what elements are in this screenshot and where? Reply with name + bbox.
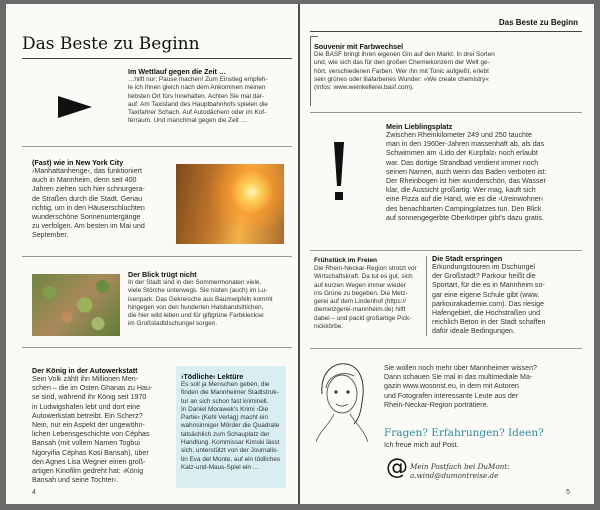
text-line: seinen Namen, auch wenn das Baden verboten ist: <box>386 167 547 176</box>
text-line: richtig, um in den Häuserschluchten <box>32 203 145 212</box>
koenig-section <box>32 366 170 485</box>
text-line: tatsächlich zum Schauplatz der <box>181 430 270 438</box>
text-line: Autowerkstatt betreibt. Ein Scherz? <box>32 411 143 420</box>
lieblingsplatz-text <box>386 131 584 223</box>
text-line: Bansah und seine Tochter‹. <box>32 476 119 485</box>
left-page <box>6 4 298 504</box>
text-line: liebsten Ort fürs Innehalten. Achten Sie mal dar- <box>128 92 265 100</box>
text-line: de Straßen durch die Stadt. Genau <box>32 194 143 203</box>
text-line: hingegen von den hunderten Halsbandsittichen, <box>128 303 264 311</box>
text-line: schen – die im Osten Ghanas zu Hau- <box>32 384 153 393</box>
postfach-block <box>410 462 510 480</box>
text-line: In Daniel Morawek's Krimi ›Die <box>181 405 269 413</box>
text-line: Bansah (mit vollem Namen Togbui <box>32 439 140 448</box>
text-line: Sein Volk zählt ihn Millionen Men- <box>32 375 139 383</box>
text-line: Partie‹ (Kehl Verlag) macht ein <box>181 414 269 422</box>
page-number: 4 <box>32 489 36 496</box>
lektuere-box <box>176 366 286 488</box>
text-line: tur an sich schon fast kriminell. <box>181 397 269 405</box>
fragen-heading: Fragen? Erfahrungen? Ideen? <box>384 427 544 439</box>
text-line: gerei auf dem Lindenhof (https:// <box>314 298 407 306</box>
text-line: auf sonnengegerbte Oberkörper gibt's dazu gratis. <box>386 213 544 222</box>
text-line: auf kurzen Wegen immer wieder <box>314 281 406 289</box>
text-line: Sportart, für die es in Mannheim so- <box>432 281 545 290</box>
text-line: zu verfolgen. Am besten im Mai und <box>32 222 145 231</box>
text-line: se sind, während ihr König seit 1970 <box>32 393 147 402</box>
lieblingsplatz-heading: Mein Lieblingsplatz <box>386 122 453 131</box>
text-line: Die BASF bringt ihren eigenen Gin auf den Markt. In drei Sorten <box>314 51 495 58</box>
text-line: Es soll ja Menschen geben, die <box>181 381 270 388</box>
text-line: Die Rhein-Neckar-Region strotzt vor <box>314 265 417 272</box>
text-line: und Fotografen interessante Leute aus der <box>384 391 519 400</box>
text-line: nickkörbe. <box>314 323 344 331</box>
treetops-photo <box>32 274 120 336</box>
text-line: Handlung. Kommissar Kimski lässt <box>181 439 280 447</box>
text-line: gazin www.wosonst.eu, in dem mit Autoren <box>384 382 519 391</box>
text-line: lichen Lebensgeschichte von Céphas <box>32 430 150 439</box>
text-line: le ich Ihnen gleich nach dem Ankommen meinen <box>128 84 266 92</box>
souvenir-heading: Souvenir mit Farbwechsel <box>314 42 404 51</box>
author-portrait-sketch <box>312 358 370 442</box>
email-link[interactable]: a.wind@dumontreise.de <box>410 471 499 480</box>
text-line: isenpark. Das Gekreische aus Baumwipfeln kommt <box>128 295 273 303</box>
divider <box>22 347 292 348</box>
koenig-heading: Der König in der Autowerkstatt <box>32 366 138 375</box>
text-line: Taxifahrer Schach. Auf Autodächern oder im Kof- <box>128 109 267 117</box>
text-line: finden die Mannheimer Stadtstruk- <box>181 389 279 397</box>
text-line: In der Stadt sind in den Sommermonaten viele, <box>128 279 262 286</box>
lektuere-text <box>181 381 281 472</box>
divider <box>310 250 582 251</box>
divider <box>310 348 582 349</box>
mannheimer-text <box>384 364 584 410</box>
text-line: diemetzgerei-mannheim.de) hilft <box>314 306 406 314</box>
text-line: der Großstadt? Parkour heißt die <box>432 272 536 281</box>
text-line: September. <box>32 231 69 240</box>
divider <box>22 146 292 147</box>
text-line: Katz-und-Maus-Spiel ein … <box>181 463 260 471</box>
mannheimer-section <box>384 364 584 410</box>
lieblingsplatz-section <box>386 122 584 223</box>
text-line: tin Eva del Monte, auf ein tödliches <box>181 455 281 463</box>
text-line: Dann schauen Sie mal in das multimediale Ma- <box>384 373 533 382</box>
text-line: ›Manhattanhenge‹, das funktioniert <box>32 167 143 175</box>
text-line: eine Pizza auf die Hand, wie es die ›Ureinwohner‹ <box>386 195 544 204</box>
text-line: den Agnes Lisa Wegner einen groß- <box>32 457 146 466</box>
text-line: des benachbarten Campingplatzes tun. Den Blick <box>386 204 542 213</box>
text-line: Hafengebiet, die Hochstraßen und <box>432 309 541 318</box>
text-line: ins Grüne zu begeben. Die Metz- <box>314 289 408 297</box>
page-number: 5 <box>566 489 570 496</box>
at-sign-icon: @ <box>386 455 408 480</box>
text-line: parkourakademie.com). Das riesige <box>432 299 544 308</box>
head-rule <box>310 31 582 32</box>
blick-text <box>128 279 288 329</box>
erspringen-section <box>432 254 584 337</box>
text-line: Nein, nur ein Aspekt der ungewöhn- <box>32 421 145 430</box>
text-line: und, wie sich das für den großen Chemiekonzern der Welt ge- <box>314 59 490 67</box>
column-divider <box>426 256 427 336</box>
text-line: auf: Am Taxistand des Hauptbahnhofs spielen die <box>128 100 268 108</box>
exclamation-icon <box>333 142 345 204</box>
erspringen-heading: Die Stadt erspringen <box>432 254 503 263</box>
right-page <box>300 4 594 504</box>
post-text: Ich freue mich auf Post. <box>384 441 459 449</box>
running-head: Das Beste zu Beginn <box>498 18 578 27</box>
koenig-text <box>32 375 170 485</box>
text-line: (Infos: www.weinkellerei.basf.com). <box>314 84 414 92</box>
text-line: die hier wild leben und für giftgrüne Farbkleckse <box>128 312 264 320</box>
text-line: viele Störche unterwegs. Sie nisten (auch) im Lu- <box>128 287 268 295</box>
blick-heading: Der Blick trügt nicht <box>128 270 197 279</box>
text-line: im Großstadtdschungel sorgen. <box>128 320 218 328</box>
text-line: Wirtschaftskraft. Da tut es gut, sich <box>314 273 413 281</box>
text-line: dafür ideale Bedingungen. <box>432 327 515 336</box>
text-line: sein grünes oder lilafarbenes Wunder: »We create chemistry« <box>314 75 489 83</box>
text-line: Erkundungstouren im Dschungel <box>432 263 535 271</box>
fruehstueck-heading: Frühstück im Freien <box>314 257 378 264</box>
title-rule <box>22 58 292 59</box>
newyork-section <box>32 158 172 241</box>
text-line: wahnsinniger Mörder die Quadrate <box>181 422 280 430</box>
souvenir-text <box>314 51 582 92</box>
text-line: Der Rheinbogen ist hier wunderschön, das Wasser <box>386 177 546 186</box>
play-triangle-icon <box>58 96 92 118</box>
fruehstueck-text <box>314 265 422 331</box>
newyork-heading: (Fast) wie in New York City <box>32 158 124 167</box>
text-line: wunderschöne Sonnenuntergänge <box>32 213 141 222</box>
text-line: klar, die Aussicht großartig. Wer mag, kauft sich <box>386 186 536 195</box>
text-line: artigen Kinofilm gedreht hat: ›König <box>32 467 144 476</box>
page-title: Das Beste zu Beginn <box>22 34 200 54</box>
text-line: in Ludwigshafen lebt und dort eine <box>32 402 141 411</box>
text-line: Sie wollen noch mehr über Mannheimer wissen? <box>384 364 537 372</box>
wettlauf-text <box>128 76 292 126</box>
text-line: war. Das dortige Strandbad verdient immer noch <box>386 158 539 167</box>
text-line: Zwischen Rheinkilometer 249 und 250 tauchte <box>386 131 532 139</box>
lektuere-heading: ›Tödliche‹ Lektüre <box>181 372 244 381</box>
text-line: hört, verschiedenen Farben. Wer ihn mit Tonic aufgießt, erlebt <box>314 67 489 75</box>
postfach-label: Mein Postfach bei DuMont: <box>410 462 510 471</box>
text-line: Schwimmen am ›Lido der Kurpfalz‹ noch erlaubt <box>386 149 538 158</box>
text-line: dabei – und packt großartige Pick- <box>314 314 412 322</box>
text-line: sich, unterstützt von der Journalis- <box>181 447 279 455</box>
text-line: Rhein-Neckar-Region porträtiere. <box>384 400 489 409</box>
text-line: auch in Mannheim, denn seit 400 <box>32 176 137 185</box>
divider <box>310 112 582 113</box>
divider <box>22 256 292 257</box>
text-line: Ngoryifia Céphas Kosi Bansah), über <box>32 448 149 457</box>
erspringen-text <box>432 263 584 337</box>
text-line: man in den 1960er-Jahren massenhaft ab, als das <box>386 140 545 149</box>
sunset-street-photo <box>176 164 284 244</box>
text-line: gar eine eigene Schule gibt (www. <box>432 290 540 299</box>
text-line: Jahren ziehen sich hier schnurgera- <box>32 185 145 194</box>
text-line: ferraum. Und manchmal gegen die Zeit … <box>128 117 247 125</box>
souvenir-section <box>314 42 582 92</box>
wettlauf-heading: Im Wettlauf gegen die Zeit … <box>128 67 227 76</box>
wettlauf-section <box>128 67 292 126</box>
text-line: …hilft nur: Pause machen! Zum Einstieg empfeh- <box>128 76 268 83</box>
newyork-text <box>32 167 172 241</box>
text-line: reichlich Beton in der Stadt schaffen <box>432 318 546 327</box>
fruehstueck-section <box>314 256 422 331</box>
blick-section <box>128 270 288 329</box>
